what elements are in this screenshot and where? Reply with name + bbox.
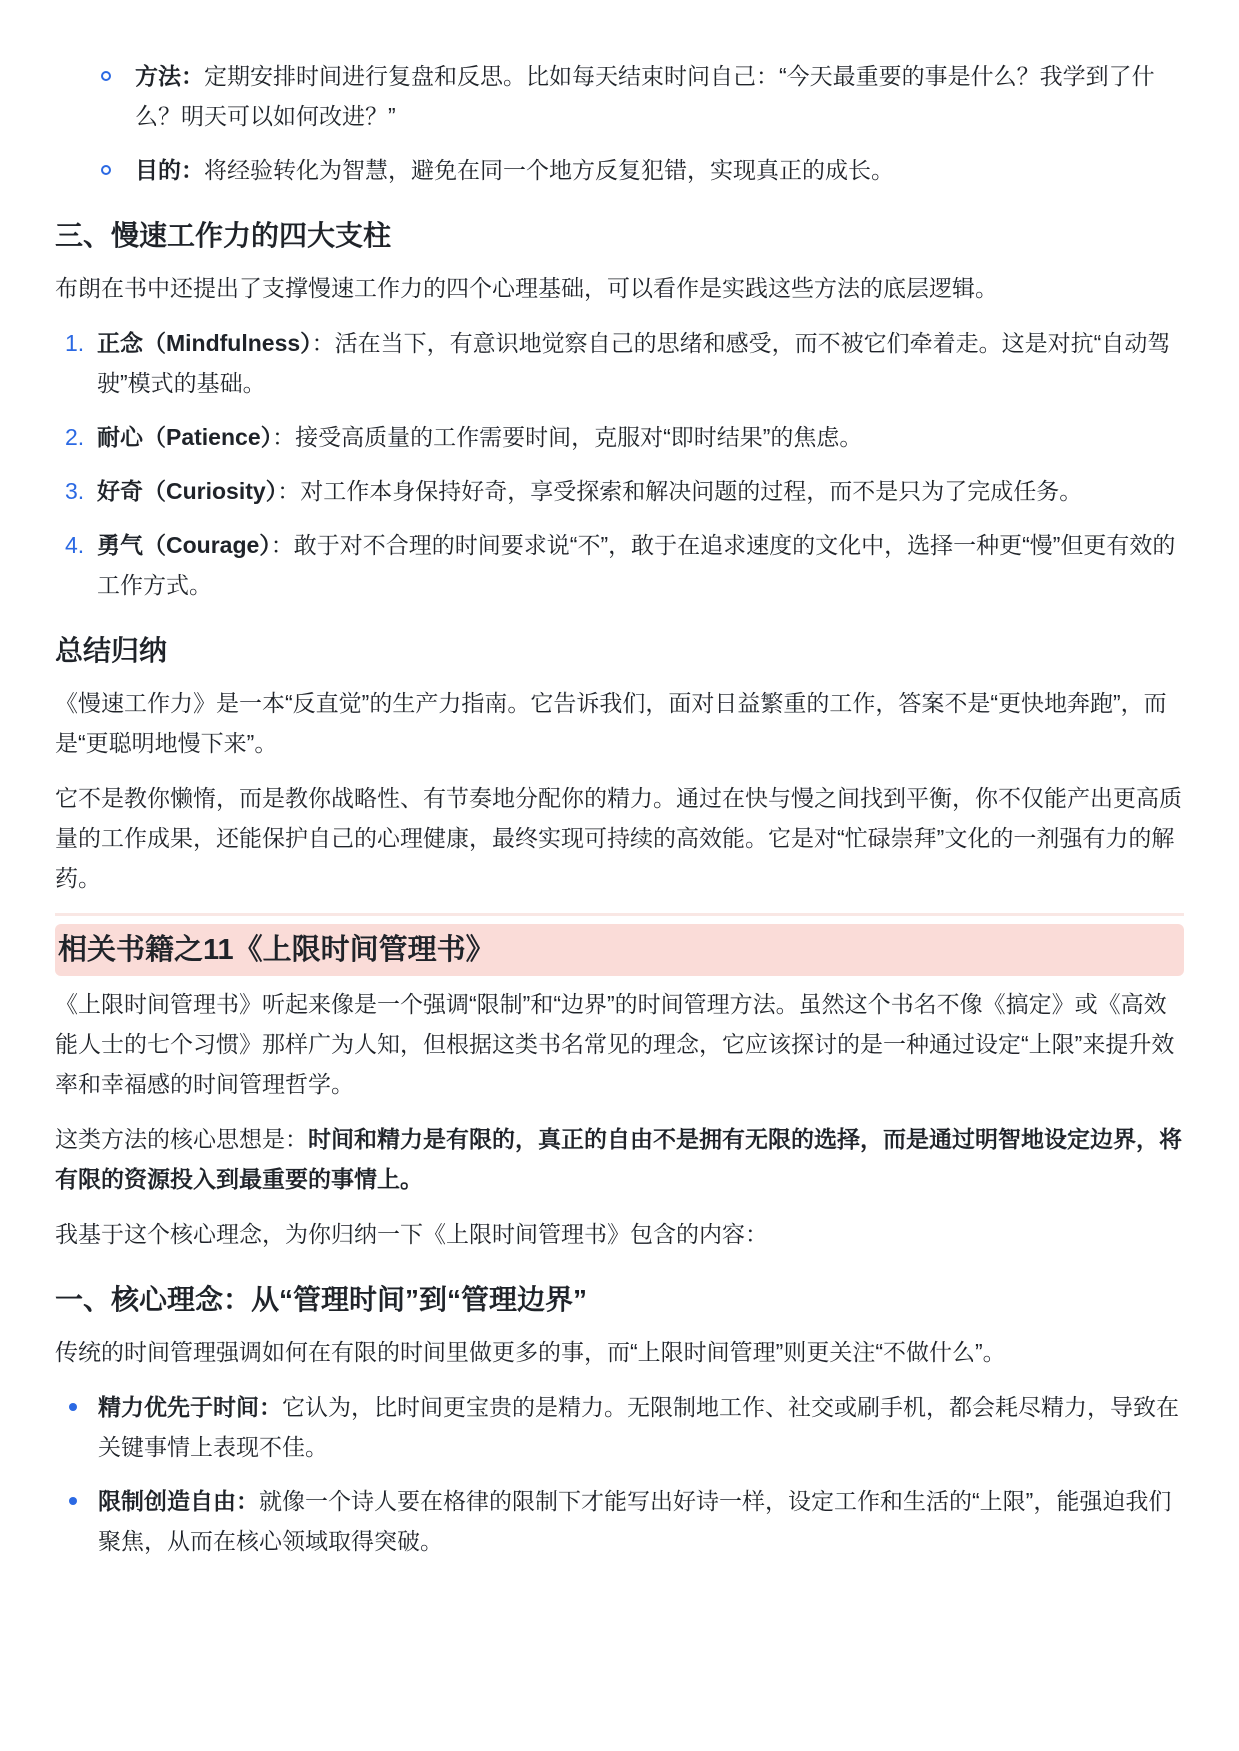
hollow-circle-bullet-icon (101, 165, 111, 175)
list-item-label: 勇气（Courage） (97, 532, 271, 558)
list-item-text: 定期安排时间进行复盘和反思。比如每天结束时问自己：“今天最重要的事是什么？我学到了什么？明天可以如何改进？” (135, 63, 1155, 129)
paragraph-core-idea (55, 1119, 1184, 1199)
list-number: 3. (65, 478, 85, 504)
list-item-label: 目的： (135, 157, 204, 183)
concept-bullet-list (55, 1387, 1184, 1561)
list-item-text: 将经验转化为智慧，避免在同一个地方反复犯错，实现真正的成长。 (204, 157, 894, 183)
paragraph-concept-intro: 传统的时间管理强调如何在有限的时间里做更多的事，而“上限时间管理”则更关注“不做什么”。 (55, 1339, 1006, 1365)
list-item-label: 方法： (135, 63, 204, 89)
bullet-dot-icon (69, 1403, 77, 1411)
section-divider (55, 913, 1184, 916)
list-item-text: ：接受高质量的工作需要时间，克服对“即时结果”的焦虑。 (272, 424, 863, 450)
paragraph-basis: 我基于这个核心理念，为你归纳一下《上限时间管理书》包含的内容： (55, 1221, 768, 1247)
bullet-dot-icon (69, 1497, 77, 1505)
list-item (55, 471, 1184, 511)
list-item-text: ：敢于对不合理的时间要求说“不”，敢于在追求速度的文化中，选择一种更“慢”但更有效的工作方式。 (97, 532, 1176, 598)
paragraph-core-prefix: 这类方法的核心思想是： (55, 1126, 308, 1152)
list-item (55, 150, 1184, 190)
list-number: 4. (65, 532, 85, 558)
paragraph-pillars-intro: 布朗在书中还提出了支撑慢速工作力的四个心理基础，可以看作是实践这些方法的底层逻辑。 (55, 275, 998, 301)
paragraph-book-intro: 《上限时间管理书》听起来像是一个强调“限制”和“边界”的时间管理方法。虽然这个书名不像《搞定》或《高效能人士的七个习惯》那样广为人知，但根据这类书名常见的理念，它应该探讨的是一种通过设定“上限”来提升效率和幸福感的时间管理哲学。 (55, 991, 1175, 1097)
list-item (55, 1387, 1184, 1467)
hollow-circle-bullet-icon (101, 71, 111, 81)
list-number: 2. (65, 424, 85, 450)
paragraph-core-bold: 时间和精力是有限的，真正的自由不是拥有无限的选择，而是通过明智地设定边界，将有限的资源投入到最重要的事情上。 (55, 1126, 1182, 1192)
list-item-text: ：活在当下，有意识地觉察自己的思绪和感受，而不被它们牵着走。这是对抗“自动驾驶”模式的基础。 (97, 330, 1171, 396)
list-item-text: 它认为，比时间更宝贵的是精力。无限制地工作、社交或刷手机，都会耗尽精力，导致在关键事情上表现不佳。 (98, 1394, 1179, 1460)
highlighted-section-heading-book11: 相关书籍之11《上限时间管理书》 (55, 924, 1184, 976)
paragraph-summary-2: 它不是教你懒惰，而是教你战略性、有节奏地分配你的精力。通过在快与慢之间找到平衡，你不仅能产出更高质量的工作成果，还能保护自己的心理健康，最终实现可持续的高效能。它是对“忙碌崇拜”文化的一剂强有力的解药。 (55, 785, 1182, 891)
list-item (55, 56, 1184, 136)
list-item (55, 1481, 1184, 1561)
list-item-label: 耐心（Patience） (97, 424, 273, 450)
list-item-text: 就像一个诗人要在格律的限制下才能写出好诗一样，设定工作和生活的“上限”，能强迫我们聚焦，从而在核心领域取得突破。 (98, 1488, 1172, 1554)
list-item-text: ：对工作本身保持好奇，享受探索和解决问题的过程，而不是只为了完成任务。 (277, 478, 1083, 504)
section-heading-core-concept: 一、核心理念：从“管理时间”到“管理边界” (55, 1284, 588, 1315)
review-sub-list (55, 56, 1184, 190)
list-item (55, 417, 1184, 457)
paragraph-summary-1: 《慢速工作力》是一本“反直觉”的生产力指南。它告诉我们，面对日益繁重的工作，答案不是“更快地奔跑”，而是“更聪明地慢下来”。 (55, 690, 1167, 756)
pillars-numbered-list (55, 323, 1184, 605)
list-number: 1. (65, 330, 85, 356)
list-item (55, 323, 1184, 403)
list-item (55, 525, 1184, 605)
section-heading-four-pillars: 三、慢速工作力的四大支柱 (55, 220, 392, 251)
list-item-label: 限制创造自由： (98, 1488, 259, 1514)
section-heading-summary: 总结归纳 (55, 635, 168, 666)
list-item-label: 精力优先于时间： (98, 1394, 282, 1420)
list-item-label: 好奇（Curiosity） (97, 478, 278, 504)
list-item-label: 正念（Mindfulness） (97, 330, 312, 356)
